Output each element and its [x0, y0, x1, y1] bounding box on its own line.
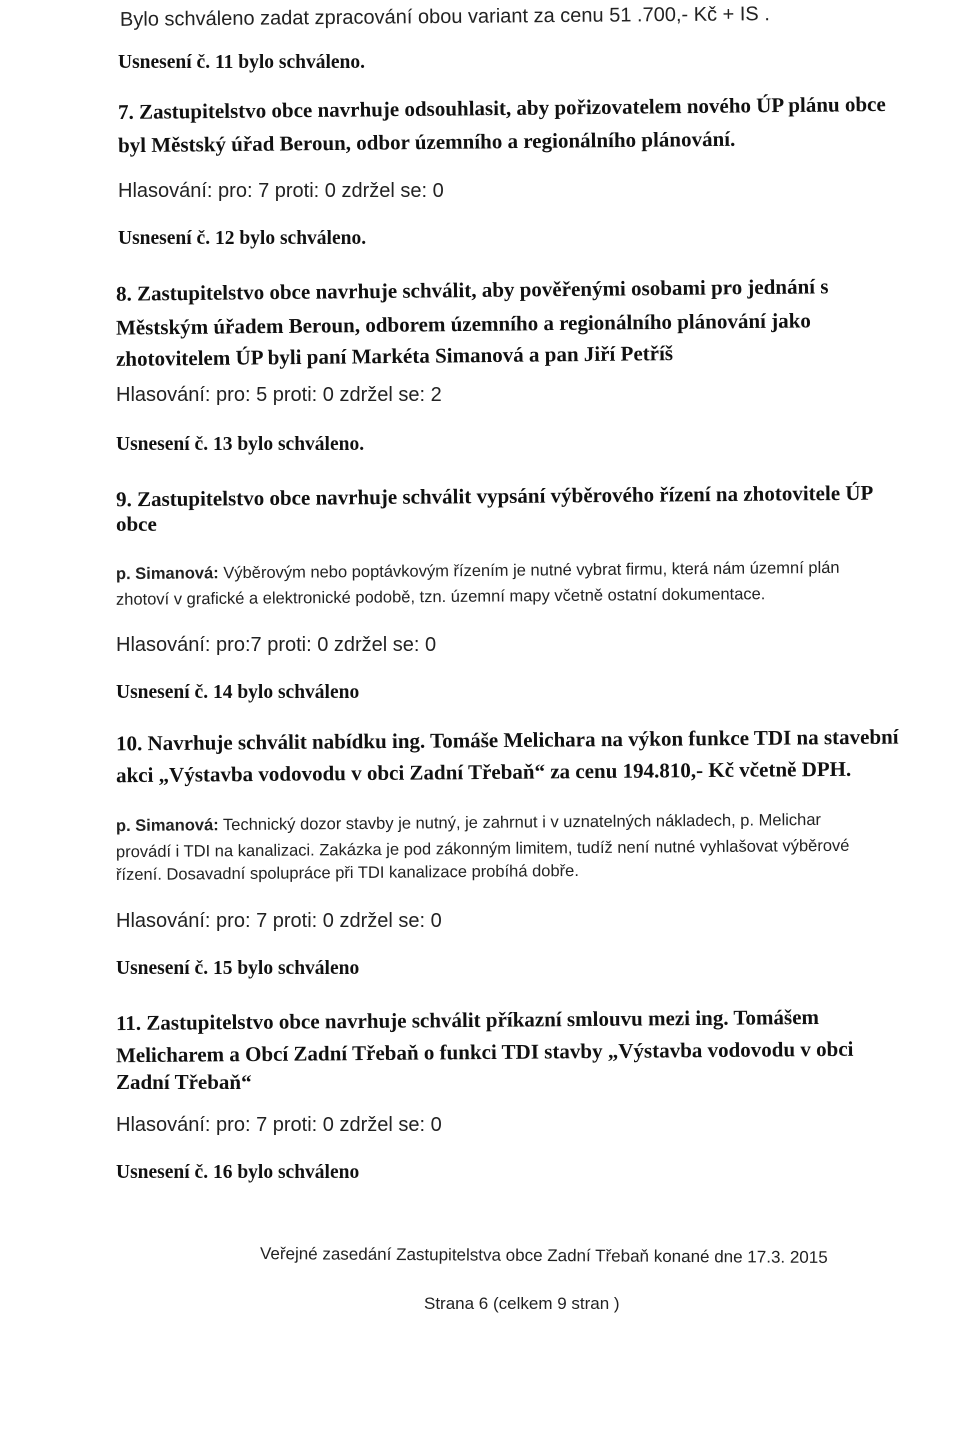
- item-9-comment-line-1: [116, 559, 840, 584]
- item-9-vote: Hlasování: pro:7 proti: 0 zdržel se: 0: [116, 634, 437, 656]
- resolution-15: Usnesení č. 15 bylo schváleno: [116, 958, 360, 979]
- item-10-comment-line-1: [116, 811, 821, 836]
- item-7-vote: Hlasování: pro: 7 proti: 0 zdržel se: 0: [118, 180, 444, 202]
- resolution-11: Usnesení č. 11 bylo schváleno.: [118, 52, 366, 73]
- item-8-line-3: zhotovitelem ÚP byli paní Markéta Simanová a pan Jiří Petříš: [115, 341, 674, 371]
- footer-meeting-info: Veřejné zasedání Zastupitelstva obce Zadní Třebaň konané dne 17.3. 2015: [259, 1244, 828, 1267]
- item-10-comment-line-2: provádí i TDI na kanalizaci. Zakázka je pod zákonným limitem, tudíž není nutné vyhlašovat výběrové: [115, 836, 850, 862]
- footer-page-number: Strana 6 (celkem 9 stran ): [424, 1294, 620, 1313]
- item-10-comment-line-3: řízení. Dosavadní spolupráce při TDI kanalizace probíhá dobře.: [115, 861, 579, 885]
- item-10-line-2: akci „Výstavba vodovodu v obci Zadní Třebaň“ za cenu 194.810,- Kč včetně DPH.: [115, 756, 852, 788]
- resolution-12: Usnesení č. 12 bylo schváleno.: [118, 228, 367, 249]
- item-7-line-2: byl Městský úřad Beroun, odbor územního a regionálního plánování.: [117, 126, 736, 158]
- item-11-line-3: Zadní Třebaň“: [116, 1070, 252, 1094]
- item-10-line-1: 10. Navrhuje schválit nabídku ing. Tomáše Melichara na výkon funkce TDI na stavební: [115, 724, 899, 756]
- speaker-name: p. Simanová:: [115, 564, 219, 584]
- item-8-vote: Hlasování: pro: 5 proti: 0 zdržel se: 2: [116, 384, 442, 406]
- item-11-line-2: Melicharem a Obcí Zadní Třebaň o funkci TDI stavby „Výstavba vodovodu v obci: [115, 1036, 854, 1068]
- resolution-13: Usnesení č. 13 bylo schváleno.: [116, 434, 365, 455]
- item-9-line-1: 9. Zastupitelstvo obce navrhuje schválit vypsání výběrového řízení na zhotovitele ÚP: [115, 480, 874, 512]
- resolution-16: Usnesení č. 16 bylo schváleno: [116, 1162, 360, 1183]
- item-8-line-1: 8. Zastupitelstvo obce navrhuje schválit, aby pověřenými osobami pro jednání s: [115, 274, 829, 306]
- item-8-line-2: Městským úřadem Beroun, odborem územního a regionálního plánování jako: [115, 308, 811, 340]
- comment-text: Technický dozor stavby je nutný, je zahrnut i v uznatelných nákladech, p. Melichar: [218, 810, 822, 835]
- item-9-line-2: obce: [116, 512, 157, 536]
- comment-text: Výběrovým nebo poptávkovým řízením je nutné vybrat firmu, která nám územní plán: [218, 558, 840, 583]
- intro-text: Bylo schváleno zadat zpracování obou variant za cenu 51 .700,- Kč + IS .: [119, 3, 770, 31]
- speaker-name: p. Simanová:: [115, 816, 219, 836]
- item-7-line-1: 7. Zastupitelstvo obce navrhuje odsouhlasit, aby pořizovatelem nového ÚP plánu obce: [117, 91, 886, 125]
- item-11-vote: Hlasování: pro: 7 proti: 0 zdržel se: 0: [116, 1114, 442, 1136]
- item-11-line-1: 11. Zastupitelstvo obce navrhuje schválit příkazní smlouvu mezi ing. Tomášem: [115, 1004, 820, 1036]
- item-10-vote: Hlasování: pro: 7 proti: 0 zdržel se: 0: [116, 910, 442, 932]
- resolution-14: Usnesení č. 14 bylo schváleno: [116, 682, 360, 703]
- item-9-comment-line-2: zhotoví v grafické a elektronické podobě, tzn. územní mapy včetně ostatní dokumentace.: [115, 585, 766, 609]
